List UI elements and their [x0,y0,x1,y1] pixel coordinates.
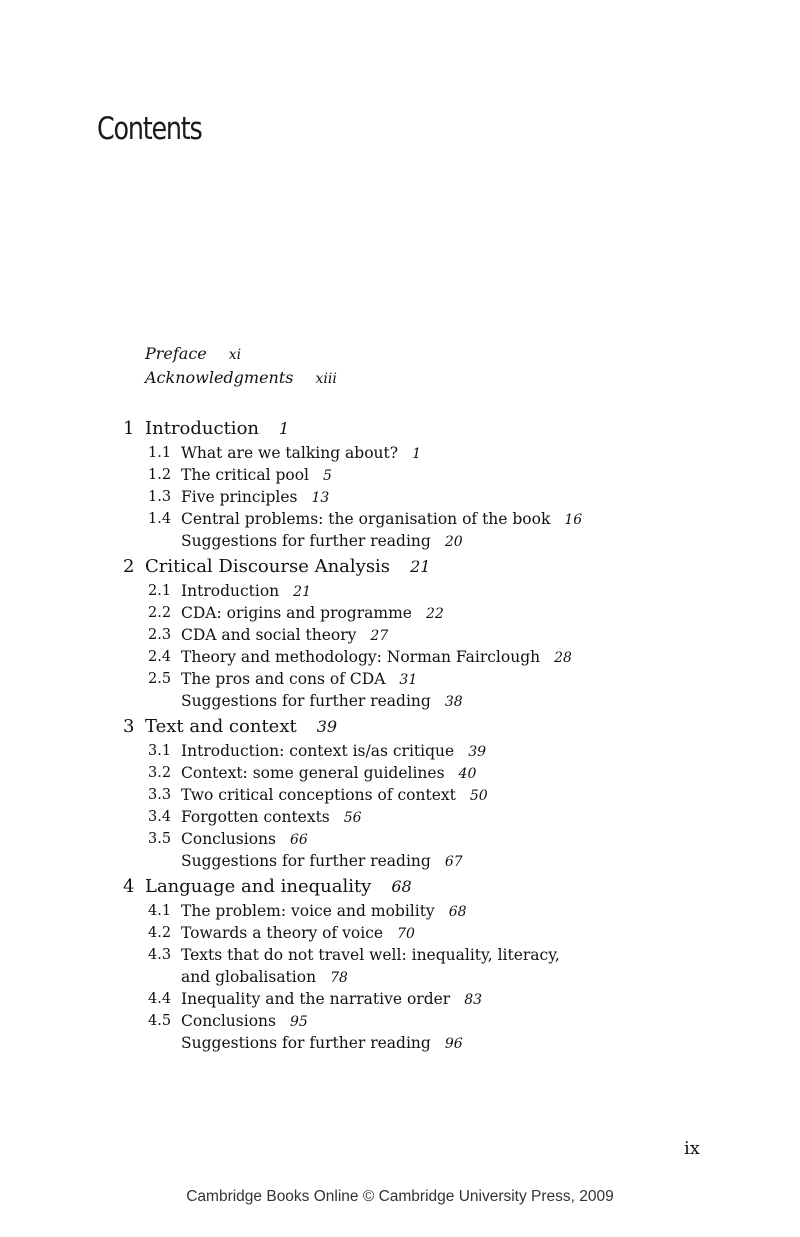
section-title [181,624,388,647]
section-title-text: Conclusions [181,830,276,848]
front-matter-title: Acknowledgments [145,368,294,387]
section-title [181,900,467,923]
section-entry[interactable] [0,668,800,690]
section-title [181,966,348,989]
section-number: 4.4 [148,991,172,1007]
page-number: 40 [458,766,477,782]
page-number: 96 [444,1036,463,1052]
section-entry[interactable] [0,1010,800,1032]
section-title-text: CDA: origins and programme [181,604,412,622]
section-title-text: Context: some general guidelines [181,764,445,782]
section-title-text: and globalisation [181,968,317,986]
front-matter-item[interactable] [145,344,241,363]
section-title [181,442,421,465]
section-entry[interactable] [0,1032,800,1054]
section-entry[interactable] [0,922,800,944]
page-title: Contents [97,111,202,147]
section-entry[interactable] [0,624,800,646]
section-title-text: Conclusions [181,1012,276,1030]
section-entry[interactable] [0,486,800,508]
page-number: 83 [464,992,483,1008]
chapter-title [145,714,337,740]
section-number: 4.2 [148,925,172,941]
page-number: 67 [444,854,463,870]
folio-page-number: ix [684,1138,700,1159]
section-entry[interactable] [0,602,800,624]
section-title-text: Introduction: context is/as critique [181,742,455,760]
section-title [181,580,311,603]
section-title-text: The problem: voice and mobility [181,902,435,920]
section-title [181,850,463,873]
chapter [0,554,800,712]
page-number: 68 [391,877,412,896]
chapter-entry[interactable] [0,416,800,442]
section-entry[interactable] [0,740,800,762]
section-entry[interactable] [0,806,800,828]
section-title-text: Suggestions for further reading [181,532,431,550]
page-number: 38 [444,694,463,710]
page-number: 5 [323,468,332,484]
section-number: 1.1 [148,445,172,461]
section-title [181,486,329,509]
section-title-text: Theory and methodology: Norman Fairclough [181,648,541,666]
page-number: 56 [343,810,362,826]
section-title [181,828,308,851]
section-entry[interactable] [0,508,800,530]
chapter-entry[interactable] [0,714,800,740]
section-title-text: Suggestions for further reading [181,852,431,870]
chapter-title [145,416,289,442]
chapter-title [145,874,412,900]
table-of-contents [0,416,800,1056]
section-entry[interactable] [0,988,800,1010]
section-title-text: The critical pool [181,466,310,484]
section-title-text: Towards a theory of voice [181,924,384,942]
section-entry[interactable] [0,966,800,988]
page-number: xiii [315,371,337,387]
section-number: 3.3 [148,787,172,803]
page-number: 13 [311,490,330,506]
section-number: 3.1 [148,743,172,759]
section-entry[interactable] [0,580,800,602]
section-number: 2.2 [148,605,172,621]
section-number: 2.5 [148,671,172,687]
chapter [0,714,800,872]
section-title [181,762,476,785]
section-title [181,1010,308,1033]
chapter-entry[interactable] [0,874,800,900]
section-entry[interactable] [0,690,800,712]
section-entry[interactable] [0,762,800,784]
section-entry[interactable] [0,850,800,872]
section-entry[interactable] [0,900,800,922]
front-matter-title: Preface [145,344,207,363]
page-number: 68 [448,904,467,920]
chapter-number: 4 [123,876,135,897]
section-entry[interactable] [0,646,800,668]
section-title [181,784,488,807]
chapter [0,416,800,552]
section-title [181,508,582,531]
section-title [181,690,463,713]
section-title-text: Suggestions for further reading [181,1034,431,1052]
section-title-text: Suggestions for further reading [181,692,431,710]
page-number: 27 [370,628,389,644]
section-entry[interactable] [0,442,800,464]
page-number: 70 [397,926,415,942]
front-matter-item[interactable] [145,368,337,387]
page-number: 20 [444,534,463,550]
chapter-title-text: Text and context [145,716,297,737]
page-number: 39 [468,744,487,760]
section-number: 2.4 [148,649,172,665]
page-number: xi [228,347,242,363]
section-title [181,806,362,829]
chapter-number: 3 [123,716,135,737]
page-number: 78 [330,970,348,986]
section-title-text: Central problems: the organisation of the book [181,510,551,528]
chapter [0,874,800,1054]
chapter-title [145,554,430,580]
section-title [181,602,444,625]
page-number: 21 [410,557,431,576]
page-number: 21 [293,584,311,600]
section-title [181,944,560,966]
chapter-title-text: Critical Discourse Analysis [145,556,391,577]
section-entry[interactable] [0,944,800,966]
section-number: 3.5 [148,831,172,847]
chapter-number: 2 [123,556,135,577]
page-number: 39 [316,717,338,736]
section-number: 1.2 [148,467,172,483]
page-number: 16 [564,512,583,528]
section-title [181,740,486,763]
page-number: 22 [425,606,444,622]
section-number: 3.4 [148,809,172,825]
page-number: 50 [469,788,488,804]
section-title [181,646,572,669]
section-entry[interactable] [0,828,800,850]
page-number: 28 [554,650,572,666]
section-number: 2.1 [148,583,172,599]
chapter-title-text: Introduction [145,418,259,439]
section-number: 4.1 [148,903,172,919]
section-title-text: Inequality and the narrative order [181,990,451,1008]
section-title-text: Two critical conceptions of context [181,786,456,804]
page-number: 1 [412,446,421,462]
section-title [181,668,417,691]
section-title [181,530,463,553]
section-entry[interactable] [0,784,800,806]
page-number: 95 [289,1014,308,1030]
section-number: 3.2 [148,765,172,781]
section-entry[interactable] [0,530,800,552]
section-entry[interactable] [0,464,800,486]
chapter-entry[interactable] [0,554,800,580]
section-title [181,988,482,1011]
section-number: 2.3 [148,627,172,643]
section-title-text: Texts that do not travel well: inequality, literacy, [181,946,560,964]
page-number: 31 [399,672,418,688]
section-title-text: Forgotten contexts [181,808,330,826]
page-number: 1 [279,419,290,438]
section-number: 1.3 [148,489,172,505]
section-title-text: Introduction [181,582,280,600]
section-title-text: What are we talking about? [181,444,399,462]
section-title [181,922,415,945]
section-number: 4.5 [148,1013,172,1029]
section-number: 1.4 [148,511,172,527]
footer-copyright: Cambridge Books Online © Cambridge University Press, 2009 [186,1188,614,1205]
section-number: 4.3 [148,947,172,963]
section-title-text: CDA and social theory [181,626,357,644]
section-title [181,464,332,487]
chapter-title-text: Language and inequality [145,876,372,897]
section-title [181,1032,463,1055]
chapter-number: 1 [123,418,135,439]
page-number: 66 [289,832,308,848]
section-title-text: The pros and cons of CDA [181,670,386,688]
section-title-text: Five principles [181,488,298,506]
